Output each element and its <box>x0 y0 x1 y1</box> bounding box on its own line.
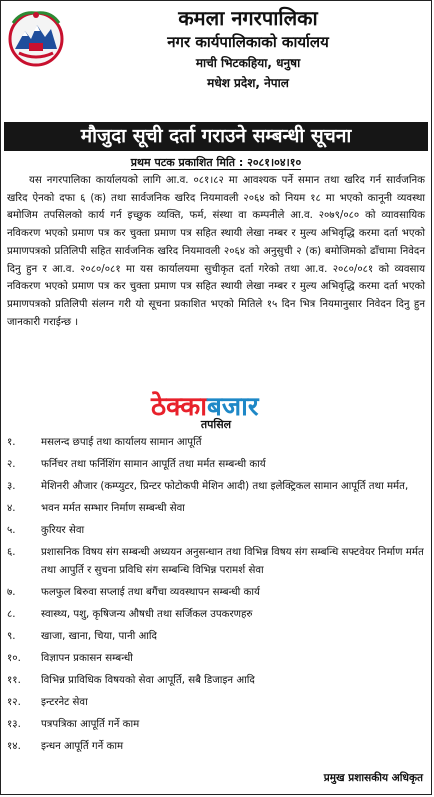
item-text: स्वास्थ्य, पशु, कृषिजन्य औषधी तथा सर्जिकल उपकरणहरु <box>41 608 253 620</box>
address-line: माची भिटकहिया, धनुषा <box>195 56 301 70</box>
item-text: फलफुल बिरुवा सप्लाई तथा बगैंचा व्यवस्थापन सम्बन्धी कार्य <box>41 586 260 598</box>
item-text: मसलन्द छपाई तथा कार्यालय सामान आपूर्ति <box>41 437 202 448</box>
item-text: मेशिनरी औजार (कम्प्युटर, प्रिन्टर फोटोकपी मेशिन आदी) तथा इलेक्ट्रिकल सामान आपूर्ति तथा मर्मत, <box>41 480 409 492</box>
notice-title: मौजुदा सूची दर्ता गराउने सम्बन्धी सूचना <box>4 122 428 151</box>
list-item <box>7 716 425 734</box>
item-text: इन्टरनेट सेवा <box>41 696 88 708</box>
list-item <box>7 584 425 602</box>
list-item <box>7 738 425 756</box>
list-item <box>7 544 425 580</box>
signatory: प्रमुख प्रशासकीय अधिकृत <box>323 772 423 784</box>
list-item <box>7 456 425 474</box>
item-number: १. <box>7 437 16 448</box>
item-number: ७. <box>7 586 16 598</box>
item-text: भवन मर्मत सम्भार निर्माण सम्बन्धी सेवा <box>41 502 185 514</box>
province-line: मधेश प्रदेश, नेपाल <box>207 76 289 90</box>
item-number: २. <box>7 458 16 470</box>
item-text: विज्ञापन प्रकासन सम्बन्धी <box>41 652 133 664</box>
item-text: खाजा, खाना, चिया, पानी आदि <box>41 630 157 642</box>
item-number: १४. <box>7 740 21 752</box>
item-number: ५. <box>7 524 16 536</box>
list-item <box>7 628 425 646</box>
item-number: ८. <box>7 608 16 620</box>
list-item <box>7 500 425 518</box>
notice-body: यस नगरपालिका कार्यालयको लागि आ.व. ०८१।८२ मा आवश्यक पर्ने समान तथा खरिद गर्न सार्वजनिक खरिद ऐनको दफा ६ (क) तथा सार्वजनिक खरिद नियमावली २०६४ को नियम १८ मा भएको कानूनी व्यवस्था बमोजिम तपसिलको कार्य गर्न इच्छुक व्यक्ति, फर्म, संस्था वा कम्पनीले आ.व. २०७९/०८० को व्यावसायिक नविकरण भएको प्रमाण पत्र कर चुक्ता प्रमाण पत्र सहित स्थायी लेखा नम्बर र मुल्य अभिवृद्धि करमा दर्ता भएको प्रमाणपत्रको प्रतिलिपी सहित सार्वजनिक खरिद नियमावली २०६४ को अनुसुची २ (क) बमोजिमको ढाँचामा निवेदन दिनु हुन र आ.व. २०८०/०८१ मा यस कार्यालयमा सुचीकृत दर्ता गरेको तथा आ.व. २०८०/०८१ को व्यवसाय नविकरण भएको प्रमाण पत्र कर चुक्ता प्रमाण पत्र सहित स्थायी लेखा नम्बर र मुल्य अभिवृद्धि करमा दर्ता भएको प्रमाणपत्रको प्रतिलिपी संलग्न गरी यो सूचना प्रकाशित भएको मितिले १५ दिन भित्र नियमानुसार निवेदन दिनु हुन जानकारी गराईन्छ । <box>7 175 425 328</box>
item-number: ९. <box>7 630 16 642</box>
published-date <box>1 155 431 171</box>
item-text: प्रशासनिक विषय संग सम्बन्धी अध्ययन अनुसन्धान तथा विभिन्न विषय संग सम्बन्धि सफ्टवेयर निर्माण मर्मत तथा आपुर्ति र सुचना प्रविधि संग सम्बन्धि विभिन्न परामर्श सेवा <box>41 546 424 576</box>
items-list <box>7 434 425 760</box>
org-name: कमला नगरपालिका <box>178 6 318 30</box>
item-number: ६. <box>7 546 16 558</box>
item-text: पत्रपत्रिका आपूर्ति गर्ने काम <box>41 718 140 730</box>
list-item <box>7 522 425 540</box>
published-date-text: प्रथम पटक प्रकाशित मिति : २०८१।०४।१० <box>130 156 302 169</box>
tapsil-heading: तपसिल <box>200 418 232 431</box>
item-number: ११. <box>7 674 21 686</box>
item-text: कुरियर सेवा <box>41 524 85 536</box>
header-text <box>71 5 425 93</box>
notice-header <box>1 1 431 119</box>
list-item <box>7 434 425 452</box>
item-number: १३. <box>7 718 21 730</box>
item-number: ३. <box>7 480 16 492</box>
office-name: नगर कार्यपालिकाको कार्यालय <box>167 33 329 51</box>
watermark-part2: बजार <box>206 392 259 422</box>
list-item <box>7 694 425 712</box>
watermark-part1: ठेक्का <box>151 392 207 422</box>
list-item <box>7 478 425 496</box>
item-text: विभिन्न प्राविधिक विषयको सेवा आपूर्ति, सबै डिजाइन आदि <box>41 674 255 686</box>
item-number: ४. <box>7 502 16 514</box>
item-text: इन्धन आपूर्ति गर्ने काम <box>41 740 124 752</box>
list-item <box>7 606 425 624</box>
list-item <box>7 650 425 668</box>
item-number: १२. <box>7 696 21 708</box>
item-text: फर्निचर तथा फर्निशिंग सामान आपूर्ति तथा मर्मत सम्बन्धी कार्य <box>41 458 266 470</box>
item-number: १०. <box>7 652 21 664</box>
list-item <box>7 672 425 690</box>
nepal-emblem-icon <box>7 7 65 67</box>
